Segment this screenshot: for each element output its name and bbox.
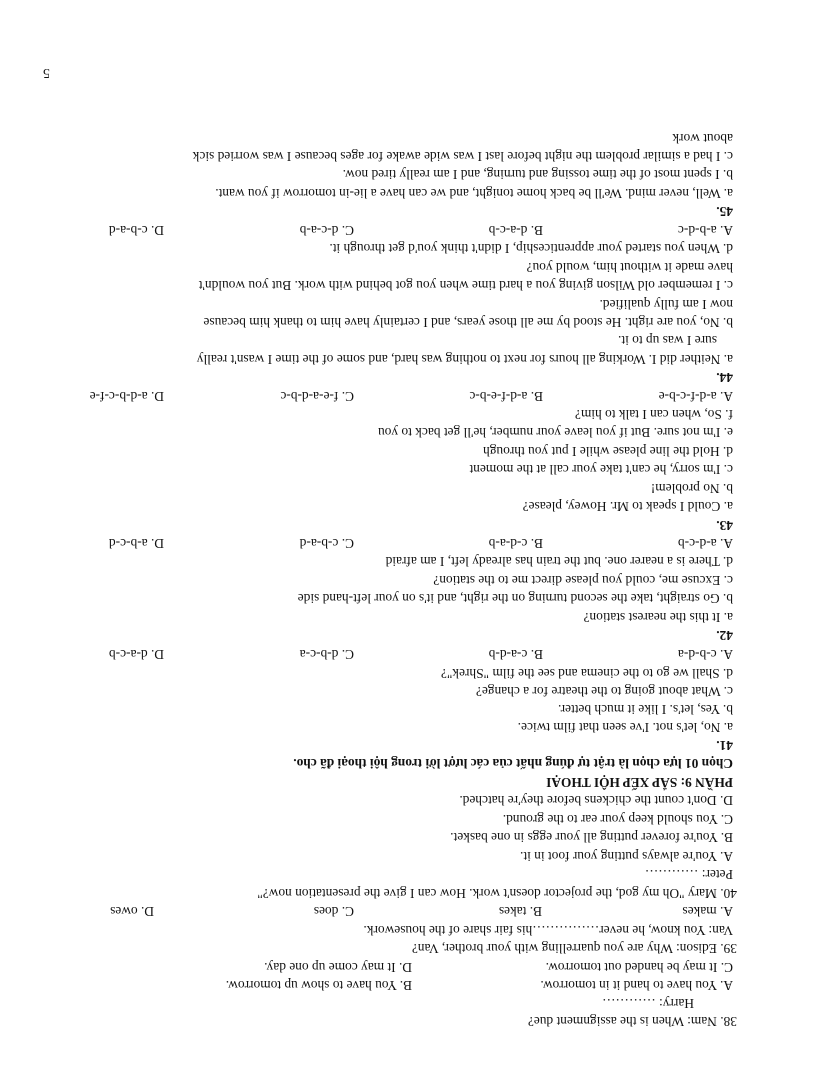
- q42-line-b: b. Go straight, take the second turning on the right, and it's on your left-hand side: [297, 591, 733, 606]
- q44-line-d: d. When you started your apprenticeship, I didn't think you'd get through it.: [329, 241, 733, 256]
- q40-stem: 40. Mary "Oh my god, the projector doesn't work. How can I give the presentation now?": [257, 886, 737, 901]
- q41-option-c: C. d-b-c-a: [299, 647, 354, 662]
- q41-line-d: d. Shall we go to the cinema and see the film "Shrek"?: [440, 666, 733, 681]
- q40-option-c: C. You should keep your ear to the ground.: [502, 812, 733, 827]
- q41-option-b: B. c-a-d-b: [488, 647, 543, 662]
- q42-number: 42.: [716, 628, 733, 643]
- q44-line-a2: sure I was up to it.: [618, 333, 717, 348]
- q43-number: 43.: [716, 518, 733, 533]
- q39-option-a: A. makes: [682, 904, 733, 919]
- part9-instruction: Chọn 01 lựa chọn là trật tự đúng nhất của các lượt lời trong hội thoại đã cho.: [293, 756, 733, 771]
- q44-line-a1: a. Neither did I. Working all hours for next to nothing was hard, and some of the time I wasn't really: [196, 352, 733, 367]
- q42-option-c: C. c-b-a-d: [299, 536, 354, 551]
- q41-line-b: b. Yes, let's. I like it much better.: [558, 702, 733, 717]
- page-number: 5: [43, 65, 50, 80]
- q42-option-a: A. a-d-c-b: [677, 536, 733, 551]
- q40-option-d: D. Don't count the chickens before they're hatched.: [459, 793, 733, 808]
- q38-reply: Harry: …………: [602, 996, 694, 1011]
- q44-number: 44.: [716, 370, 733, 385]
- q44-line-c1: c. I remember old Wilson giving you a hard time when you got behind with work. But you wouldn't: [198, 278, 733, 293]
- q43-option-a: A. a-d-f-c-b-e: [658, 389, 733, 404]
- q45-line-a: a. Well, never mind. We'll be back home tonight, and we can have a lie-in tomorrow if you want.: [215, 186, 733, 201]
- q44-line-b1: b. No, you are right. He stood by me all those years, and I certainly have him to thank him because: [203, 315, 733, 330]
- q41-option-d: D. d-a-c-b: [108, 647, 164, 662]
- q40-option-a: A. You're always putting your foot in it.: [520, 849, 733, 864]
- q43-line-c: c. I'm sorry, he can't take your call at the moment: [469, 462, 733, 477]
- q39-option-c: C. does: [313, 904, 354, 919]
- q39-stem: 39. Edison: Why are you quarrelling with your brother, Van?: [411, 941, 737, 956]
- q43-line-b: b. No problem!: [650, 481, 733, 496]
- q45-line-b: b. I spent most of the time tossing and turning, and I am really tired now.: [342, 167, 733, 182]
- q38-option-d: D. It may come up one day.: [264, 960, 412, 975]
- q40-reply: Peter: …………: [644, 867, 733, 882]
- q44-option-b: B. d-a-c-b: [488, 223, 543, 238]
- part9-title: PHẦN 9: SẮP XẾP HỘI THOẠI: [546, 775, 733, 790]
- q38-option-a: A. You have to hand it in tomorrow.: [540, 978, 733, 993]
- q38-option-b: B. You have to show up tomorrow.: [225, 978, 412, 993]
- q44-line-c2: have made it without him, would you?: [526, 260, 733, 275]
- q43-line-e: e. I'm not sure. But if you leave your number, he'll get back to you: [378, 425, 733, 440]
- q44-option-c: C. d-c-a-b: [299, 223, 354, 238]
- q43-line-a: a. Could I speak to Mr. Howey, please?: [522, 499, 733, 514]
- q42-option-b: B. c-d-a-b: [488, 536, 543, 551]
- q43-option-d: D. a-d-b-c-f-e: [89, 389, 164, 404]
- q40-option-b: B. You're forever putting all your eggs in one basket.: [450, 830, 733, 845]
- q39-option-b: B. takes: [498, 904, 542, 919]
- q38-option-c: C. It may be handed out tomorrow.: [545, 960, 733, 975]
- q39-reply: Van: You know, he never……………his fair share of the housework.: [363, 923, 733, 938]
- q41-number: 41.: [716, 738, 733, 753]
- q45-line-c2: about work: [672, 131, 733, 146]
- q42-line-d: d. There is a nearer one. but the train has already left, I am afraid: [385, 554, 733, 569]
- q44-line-b2: now I am fully qualified.: [599, 297, 733, 312]
- q43-line-d: d. Hold the line please while I put you through: [483, 444, 733, 459]
- q43-option-c: C. f-e-a-d-b-c: [280, 389, 354, 404]
- q42-line-c: c. Excuse me, could you please direct me to the station?: [433, 573, 733, 588]
- q44-option-a: A. a-b-d-c: [677, 223, 733, 238]
- q45-line-c1: c. I had a similar problem the night before last I was wide awake for ages because I was worried sick: [192, 149, 733, 164]
- q43-line-f: f. So, when can I talk to him?: [574, 407, 733, 422]
- q45-number: 45.: [716, 204, 733, 219]
- q43-option-b: B. a-d-f-e-b-c: [469, 389, 543, 404]
- q39-option-d: D. owes: [110, 904, 154, 919]
- q41-line-a: a. No, let's not. I've seen that film twice.: [517, 720, 733, 735]
- q42-line-a: a. It this the nearest station?: [583, 610, 733, 625]
- q41-line-c: c. What about going to the theatre for a change?: [475, 684, 733, 699]
- q41-option-a: A. c-b-d-a: [677, 647, 733, 662]
- q42-option-d: D. a-b-c-d: [108, 536, 164, 551]
- q44-option-d: D. c-b-a-d: [108, 223, 164, 238]
- q38-stem: 38. Nam: When is the assignment due?: [527, 1014, 737, 1029]
